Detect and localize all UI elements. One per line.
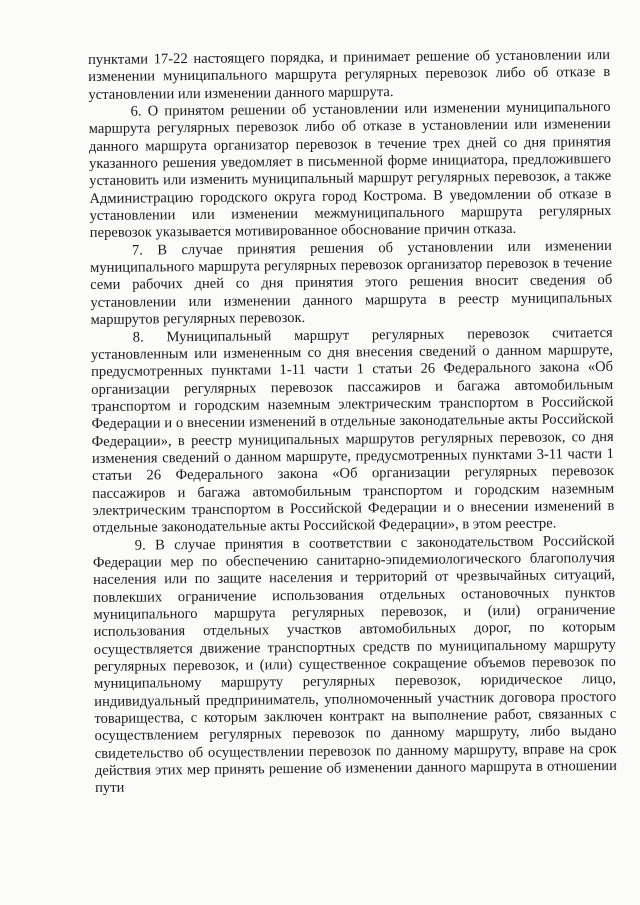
paragraph-item-9: 9. В случае принятия в соответствии с законодательством Российской Федерации мер по обеспечению санитарно-эпидемиологического благополучия населения или по защите населения и территорий от чрезвычайных ситуаций, повлекших ограничение использования отдельных остановочных пунктов муниципального маршрута регулярных перевозок, и (или) ограничение использования отдельных участков автомобильных дорог, по которым осуществляется движение транспортных средств по муниципальному маршруту регулярных перевозок, и (или) существенное сокращение объемов перевозок по муниципальному маршруту регулярных перевозок, юридическое лицо, индивидуальный предприниматель, уполномоченный участник договора простого товарищества, с которым заключен контракт на выполнение работ, связанных с осуществлением регулярных перевозок по данному маршруту, либо выдано свидетельство об осуществлении перевозок по данному маршруту, вправе на срок действия этих мер принять решение об изменении данного маршрута в отношении пути: [92, 532, 617, 797]
paragraph-item-8: 8. Муниципальный маршрут регулярных перевозок считается установленным или измененным со дня внесения сведений о данном маршруте, предусмотренных пунктами 1-11 части 1 статьи 26 Федерального закона «Об организации регулярных перевозок пассажиров и багажа автомобильным транспортом и городским наземным электрическим транспортом в Российской Федерации и о внесении изменений в отдельные законодательные акты Российской Федерации», в реестр муниципальных маршрутов регулярных перевозок, со дня изменения сведений о данном маршруте, предусмотренных пунктами 3-11 части 1 статьи 26 Федерального закона «Об организации регулярных перевозок пассажиров и багажа автомобильным транспортом и городским наземным электрическим транспортом в Российской Федерации и о внесении изменений в отдельные законодательные акты Российской Федерации», в этом реестре.: [90, 324, 615, 537]
paragraph-continuation: пунктами 17-22 настоящего порядка, и принимает решение об установлении или изменении муниципального маршрута регулярных перевозок либо об отказе в установлении или изменении данного маршрута.: [88, 46, 611, 103]
paragraph-item-7: 7. В случае принятия решения об установлении или изменении муниципального маршрута регулярных перевозок организатор перевозок в течение семи рабочих дней со дня принятия этого решения вносит сведения об установлении или изменении данного маршрута в реестр муниципальных маршрутов регулярных перевозок.: [89, 237, 613, 329]
paragraph-item-6: 6. О принятом решении об установлении или изменении муниципального маршрута регулярных перевозок либо об отказе в установлении или изменении данного маршрута организатор перевозок в течение трех дней со дня принятия указанного решения уведомляет в письменной форме инициатора, предложившего установить или изменить муниципальный маршрут регулярных перевозок, а также Администрацию городского округа город Кострома. В уведомлении об отказе в установлении или изменении межмуниципального маршрута регулярных перевозок указывается мотивированное обоснование причин отказа.: [88, 99, 612, 242]
document-body: [88, 47, 617, 798]
